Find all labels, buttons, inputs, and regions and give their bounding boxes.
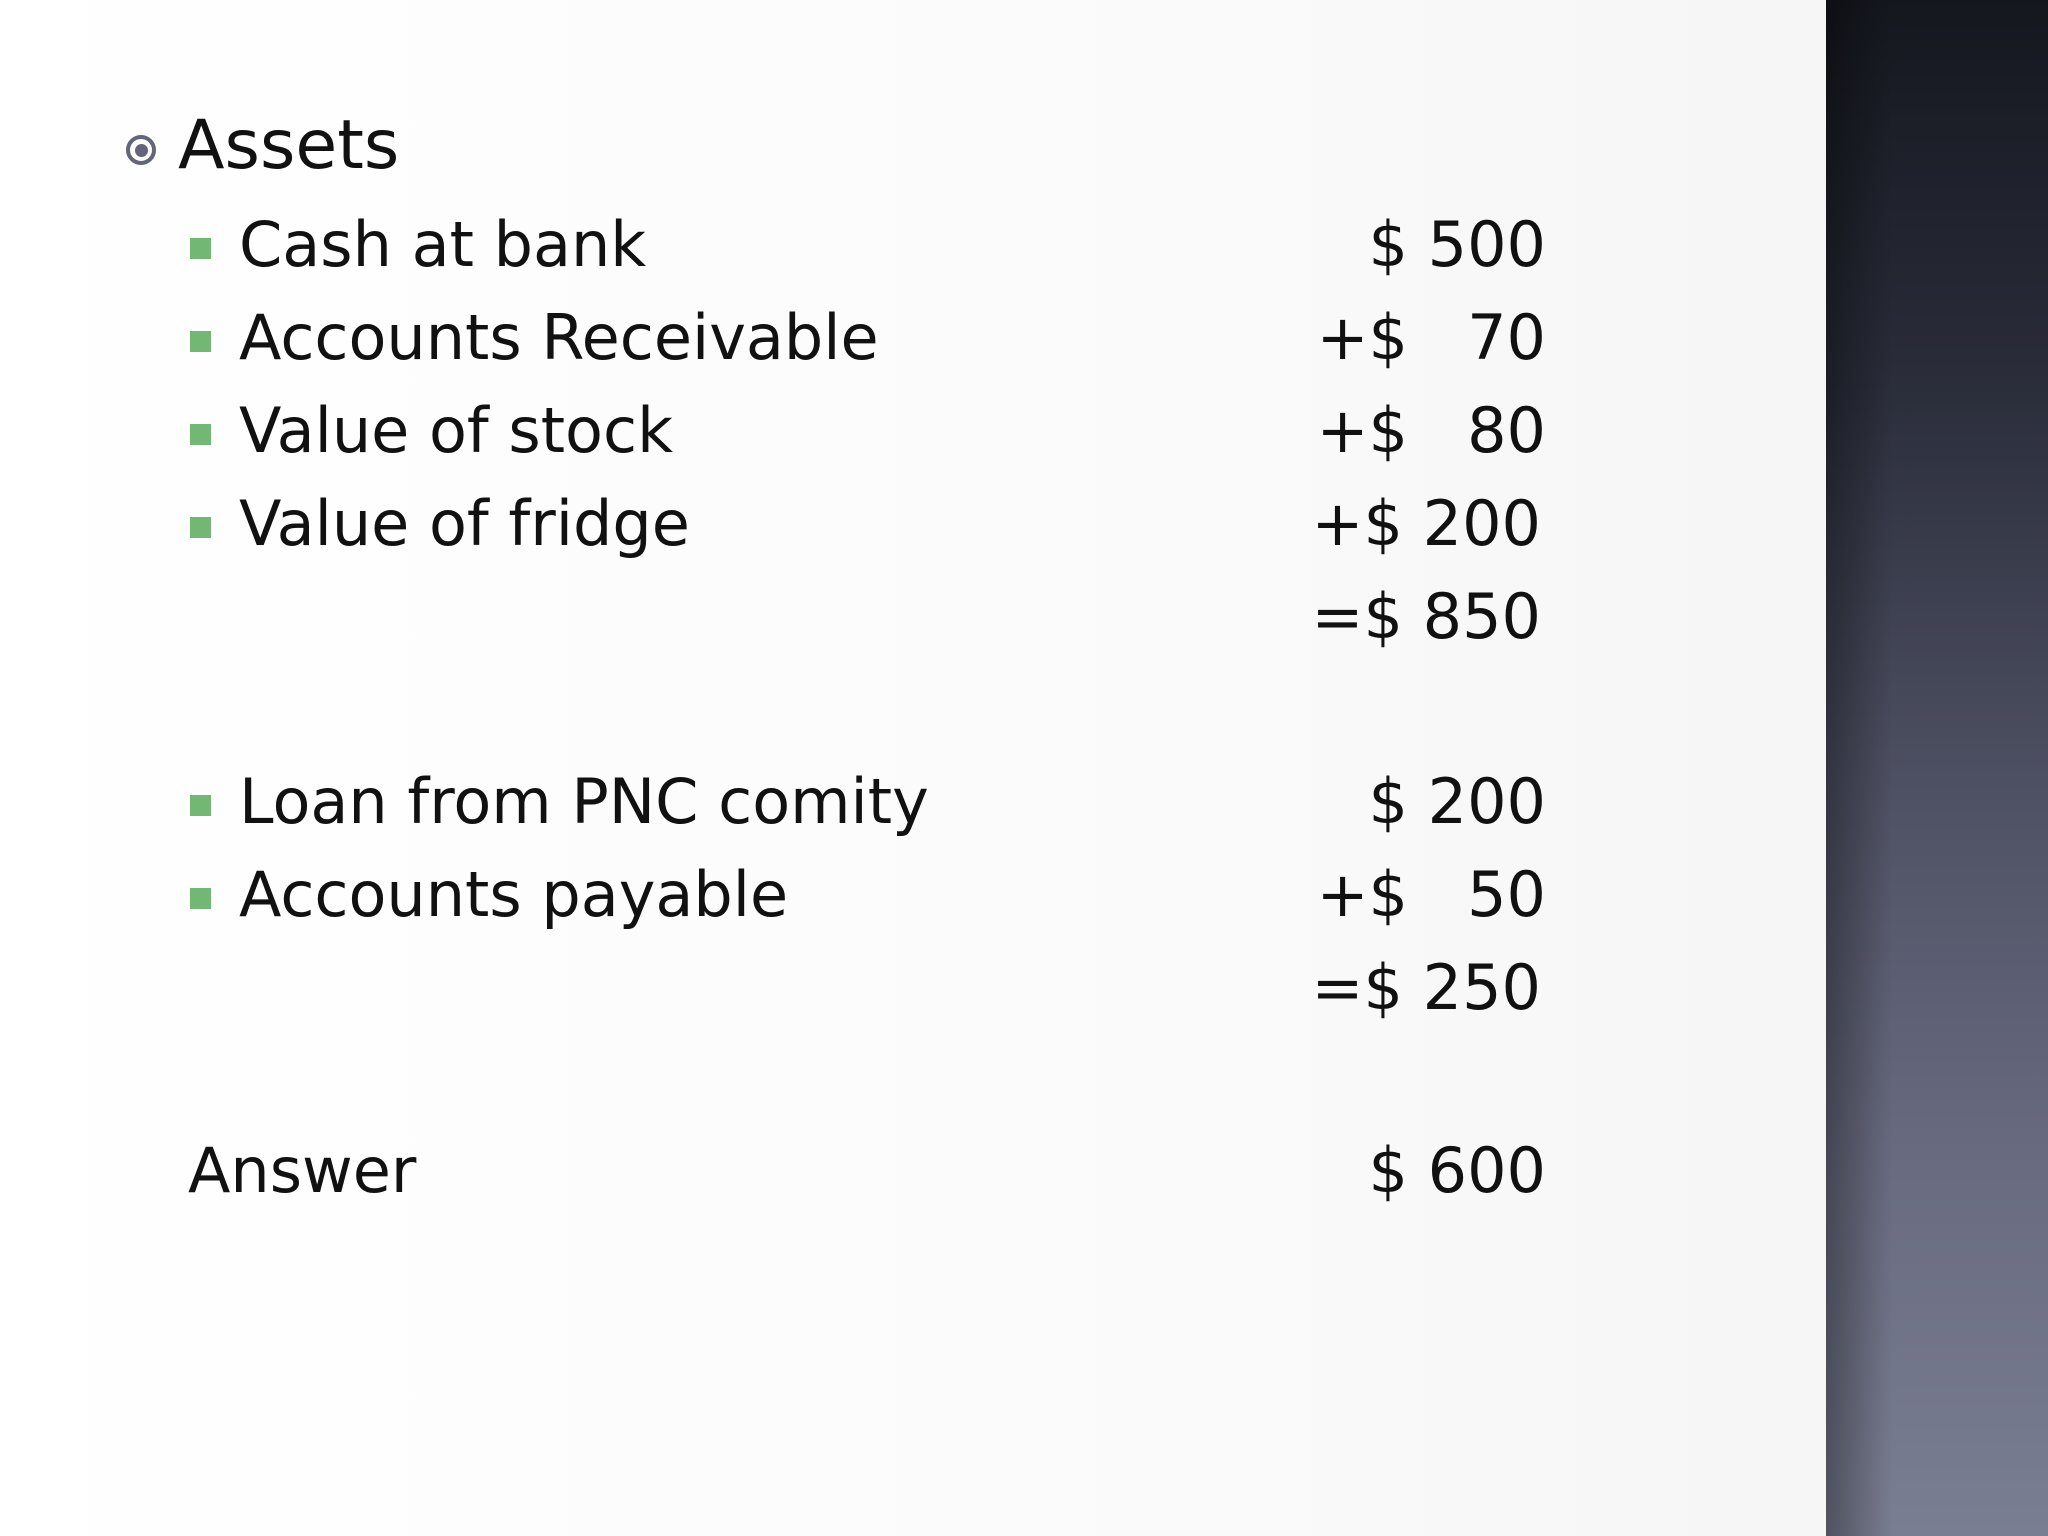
asset-amount: +$ 70 [1316,301,1546,374]
asset-label: Cash at bank [239,208,647,281]
liability-label: Accounts payable [239,858,789,931]
square-bullet-icon [190,424,211,445]
square-bullet-icon [190,331,211,352]
asset-amount: $ 500 [1368,208,1546,281]
liabilities-total-row [1300,948,1550,1028]
answer-row [188,1131,1550,1211]
assets-total: =$ 850 [1311,580,1541,653]
liabilities-total: =$ 250 [1311,951,1541,1024]
liability-amount: +$ 50 [1316,858,1546,931]
answer-label: Answer [188,1134,417,1207]
asset-label: Value of stock [239,394,673,467]
liability-label: Loan from PNC comity [239,765,929,838]
liability-amount: $ 200 [1368,765,1546,838]
asset-row-fridge [190,484,1550,564]
liability-row-loan [190,762,1550,842]
heading-row [126,106,399,186]
liability-row-payable [190,855,1550,935]
asset-row-cash [190,205,1550,285]
asset-amount: +$ 200 [1311,487,1541,560]
assets-total-row [1300,577,1550,657]
asset-label: Accounts Receivable [239,301,879,374]
heading-assets: Assets [178,106,400,185]
asset-row-stock [190,391,1550,471]
asset-label: Value of fridge [239,487,690,560]
square-bullet-icon [190,888,211,909]
asset-amount: +$ 80 [1316,394,1546,467]
square-bullet-icon [190,238,211,259]
square-bullet-icon [190,517,211,538]
asset-row-receivable [190,298,1550,378]
square-bullet-icon [190,795,211,816]
answer-amount: $ 600 [1368,1134,1546,1207]
decorative-side-panel [1826,0,2048,1536]
circle-bullet-icon [126,135,156,165]
